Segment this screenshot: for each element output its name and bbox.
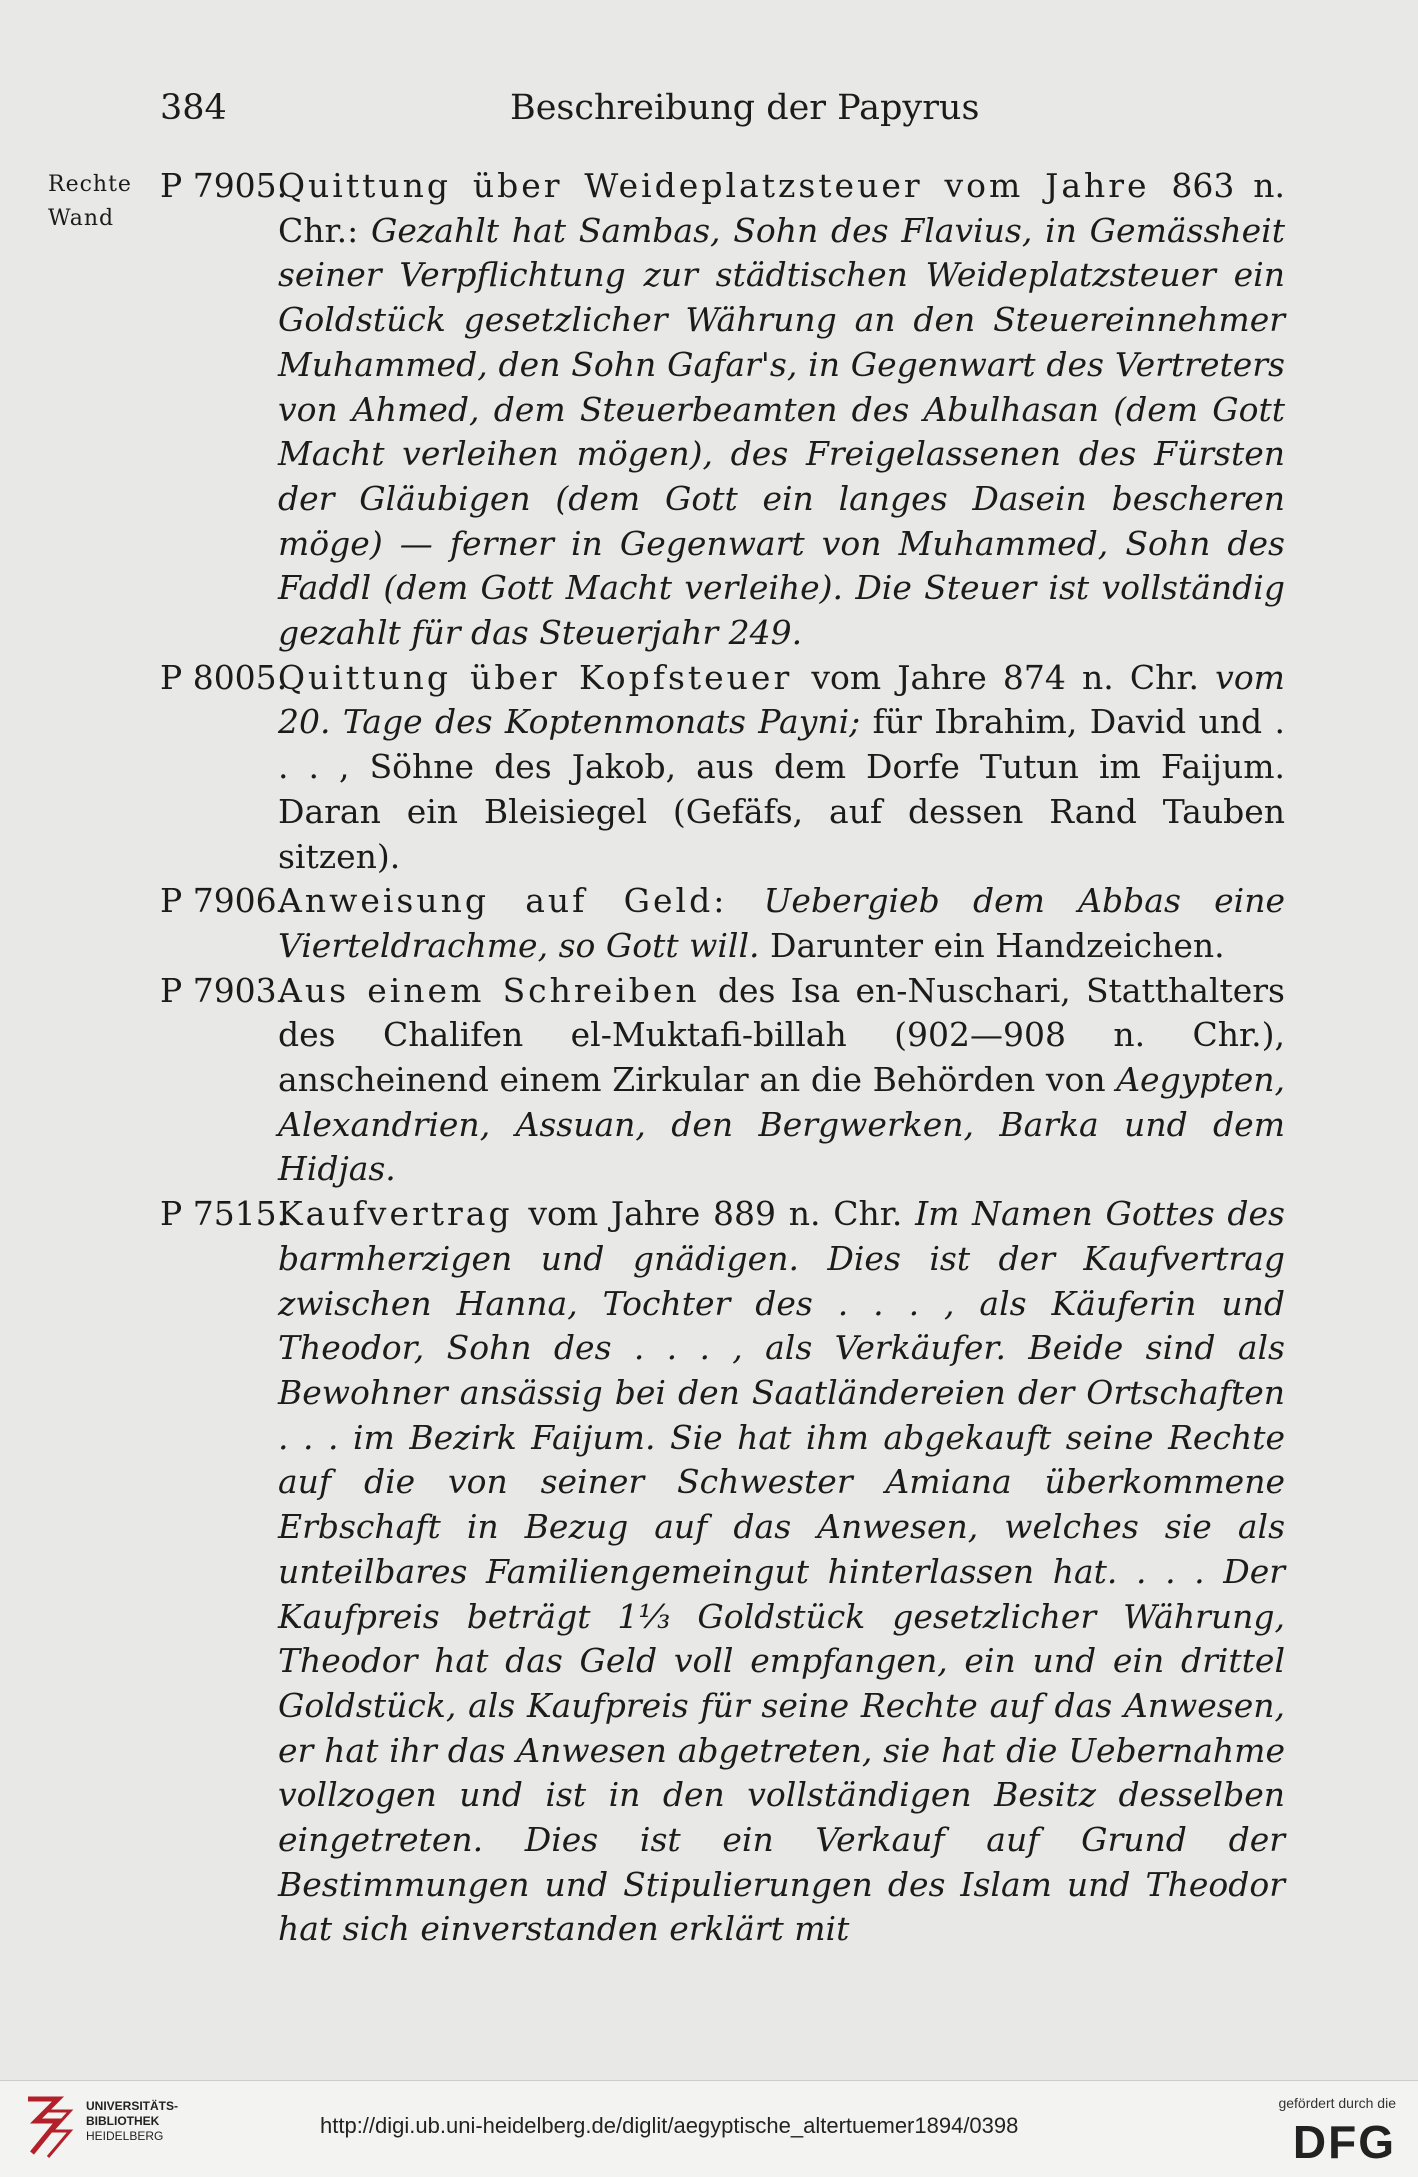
catalog-entries <box>160 164 1285 1952</box>
library-name-line1: UNIVERSITÄTS- <box>86 2099 179 2113</box>
margin-note-line1: Rechte <box>48 172 132 197</box>
page-number: 384 <box>160 88 227 128</box>
entry-heading: Quittung über Kopfsteuer <box>278 657 812 697</box>
library-logo-icon <box>18 2091 80 2163</box>
entry-text: Gezahlt hat Sambas, Sohn des Flavius, in Gemässheit seiner Verpflichtung zur städtischen Weideplatzsteuer ein Goldstück gesetzlicher Währung an den Steuereinnehmer Muhammed, den Sohn Gafar's, in Gegenwart des Vertreters von Ahmed, dem Steuerbeamten des Abulhasan (dem Gott Macht verleihen mögen), des Freigelassenen des Fürsten der Gläubigen (dem Gott ein langes Dasein bescheren möge) — ferner in Gegenwart von Muhammed, Sohn des Faddl (dem Gott Macht verleihe). Die Steuer ist vollständig gezahlt für das Steuerjahr 249. <box>278 210 1285 653</box>
dfg-logo: DFG <box>1292 2116 1396 2168</box>
entry-plain: vom Jahre 874 n. Chr. <box>811 657 1216 697</box>
entry-plain: des Isa en-Nuschari, Statthalters des Chalifen el-Muktafi-billah (902—908 n. Chr.), anscheinend einem Zirkular an die Behörden von <box>278 970 1285 1100</box>
page-header <box>160 88 1290 140</box>
entry-number: P 8005. <box>160 657 288 697</box>
entry-number: P 7905. <box>160 166 288 205</box>
entry-p7903 <box>160 969 1285 1193</box>
entry-heading: Kaufvertrag <box>278 1194 529 1234</box>
entry-plain-2: für Ibrahim, David und . . . , Söhne des Jakob, aus dem Dorfe Tutun im Faijum. Daran ein Bleisiegel (Gefäfs, auf dessen Rand Tauben sitzen). <box>278 702 1285 876</box>
entry-p8005 <box>160 656 1285 880</box>
running-title: Beschreibung der Papyrus <box>510 88 980 128</box>
entry-text: Uebergieb dem Abbas eine Vierteldrachme, so Gott will. <box>278 881 1286 965</box>
margin-note-line2: Wand <box>48 206 115 231</box>
entry-plain: vom Jahre 889 n. Chr. <box>528 1194 916 1234</box>
entry-number: P 7906. <box>160 881 288 921</box>
entry-number: P 7515. <box>160 1194 288 1234</box>
funding-note: gefördert durch die <box>1278 2095 1396 2111</box>
entry-p7515 <box>160 1192 1285 1952</box>
entry-text: Aegypten, Alexandrien, Assuan, den Bergwerken, Barka und dem Hidjas. <box>278 1060 1285 1189</box>
digitization-footer <box>0 2080 1418 2177</box>
entry-p7905 <box>160 164 1285 656</box>
source-url-link[interactable]: http://digi.ub.uni-heidelberg.de/diglit/aegyptische_altertuemer1894/0398 <box>320 2113 1019 2138</box>
library-name-line2: BIBLIOTHEK <box>86 2114 160 2128</box>
library-name-line3: HEIDELBERG <box>86 2129 164 2143</box>
entry-heading: Anweisung auf Geld: <box>278 881 764 921</box>
library-name <box>86 2099 178 2144</box>
entry-heading: Quittung über Weideplatzsteuer vom Jahre <box>278 166 1172 205</box>
entry-heading: Aus einem Schreiben <box>278 970 718 1010</box>
entry-number: P 7903. <box>160 970 288 1010</box>
entry-text: vom 20. Tage des Koptenmonats Payni; <box>278 657 1285 742</box>
entry-p7906 <box>160 879 1285 968</box>
entry-plain-2: Darunter ein Handzeichen. <box>770 925 1225 965</box>
margin-note <box>48 168 132 236</box>
entry-text: Im Namen Gottes des barmherzigen und gnädigen. Dies ist der Kaufvertrag zwischen Hanna, Tochter des . . . , als Käuferin und Theodor, Sohn des . . . , als Verkäufer. Beide sind als Bewohner ansässig bei den Saatländereien der Ortschaften . . . im Bezirk Faijum. Sie hat ihm abgekauft seine Rechte auf die von seiner Schwester Amiana überkommene Erbschaft in Bezug auf das Anwesen, welches sie als unteilbares Familiengemeingut hinterlassen hat. . . . Der Kaufpreis beträgt 1⅓ Goldstück gesetzlicher Währung, Theodor hat das Geld voll empfangen, ein und ein drittel Goldstück, als Kaufpreis für seine Rechte auf das Anwesen, er hat ihr das Anwesen abgetreten, sie hat die Uebernahme vollzogen und ist in den vollständigen Besitz desselben eingetreten. Dies ist ein Verkauf auf Grund der Bestimmungen und Stipulierungen des Islam und Theodor hat sich einverstanden erklärt mit <box>278 1194 1285 1949</box>
entry-plain: 863 n. Chr.: <box>278 166 1285 250</box>
